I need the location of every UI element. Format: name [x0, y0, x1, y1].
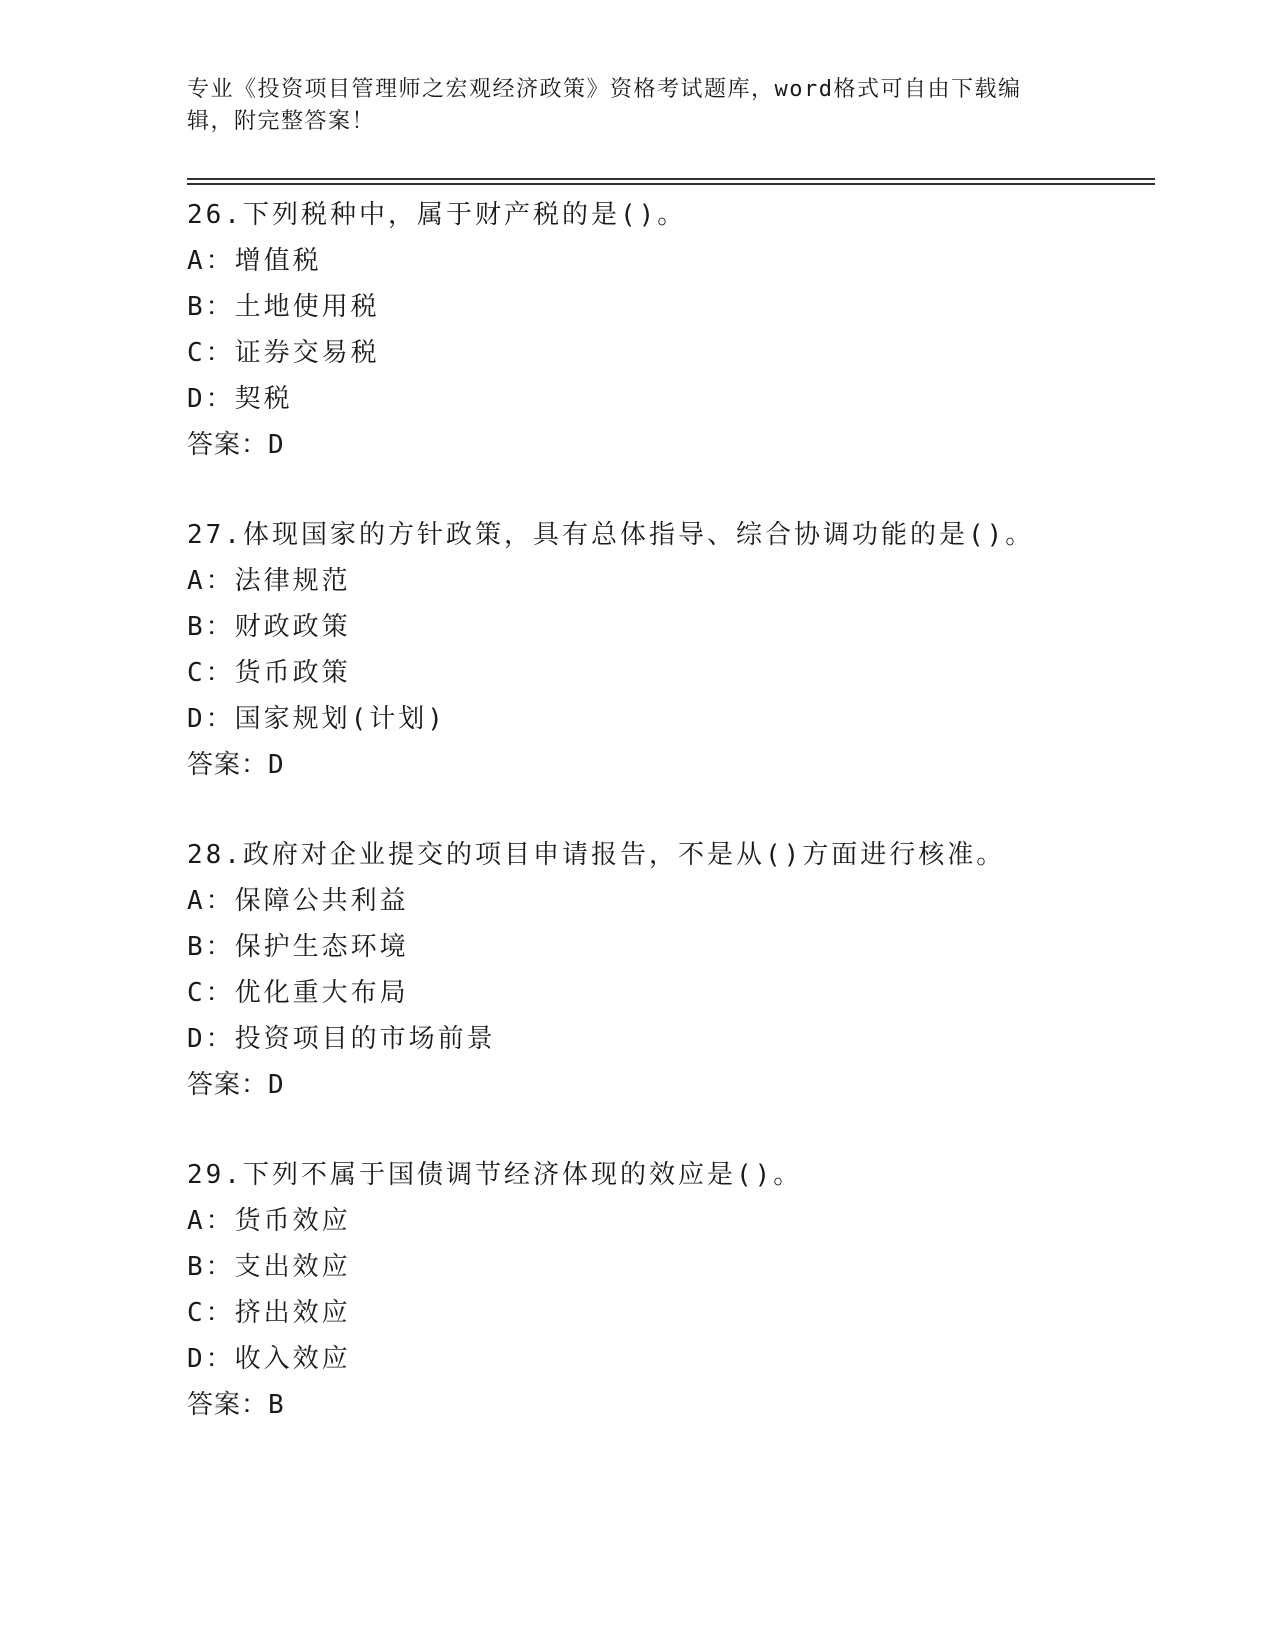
- header-line-1: 专业《投资项目管理师之宏观经济政策》资格考试题库，word格式可自由下载编: [187, 77, 1022, 102]
- option-b: B：土地使用税: [187, 292, 380, 322]
- question-stem: 27.体现国家的方针政策，具有总体指导、综合协调功能的是()。: [187, 520, 1035, 550]
- question-27: [187, 512, 1147, 788]
- option-b: B：保护生态环境: [187, 932, 409, 962]
- question-26: [187, 192, 1147, 468]
- option-d: D：国家规划(计划): [187, 704, 446, 734]
- header-divider-top: [187, 178, 1155, 180]
- question-28: [187, 832, 1147, 1108]
- option-b: B：支出效应: [187, 1252, 351, 1282]
- option-a: A：法律规范: [187, 566, 351, 596]
- answer: 答案：D: [187, 430, 285, 460]
- option-a: A：保障公共利益: [187, 886, 409, 916]
- header-line-2: 辑，附完整答案！: [187, 109, 376, 134]
- option-d: D：投资项目的市场前景: [187, 1024, 496, 1054]
- question-spacer: [187, 468, 1147, 512]
- option-c: C：证券交易税: [187, 338, 380, 368]
- question-spacer: [187, 1108, 1147, 1152]
- answer: 答案：B: [187, 1390, 285, 1420]
- document-header: [187, 74, 1067, 138]
- option-b: B：财政政策: [187, 612, 351, 642]
- answer: 答案：D: [187, 750, 285, 780]
- option-c: C：挤出效应: [187, 1298, 351, 1328]
- question-spacer: [187, 788, 1147, 832]
- question-stem: 26.下列税种中，属于财产税的是()。: [187, 200, 687, 230]
- question-stem: 28.政府对企业提交的项目申请报告，不是从()方面进行核准。: [187, 840, 1006, 870]
- question-stem: 29.下列不属于国债调节经济体现的效应是()。: [187, 1160, 803, 1190]
- option-a: A：增值税: [187, 246, 322, 276]
- option-c: C：货币政策: [187, 658, 351, 688]
- option-d: D：收入效应: [187, 1344, 351, 1374]
- header-divider-bottom: [187, 183, 1155, 185]
- answer: 答案：D: [187, 1070, 285, 1100]
- option-d: D：契税: [187, 384, 293, 414]
- question-29: [187, 1152, 1147, 1428]
- option-a: A：货币效应: [187, 1206, 351, 1236]
- question-list: [187, 192, 1147, 1428]
- option-c: C：优化重大布局: [187, 978, 409, 1008]
